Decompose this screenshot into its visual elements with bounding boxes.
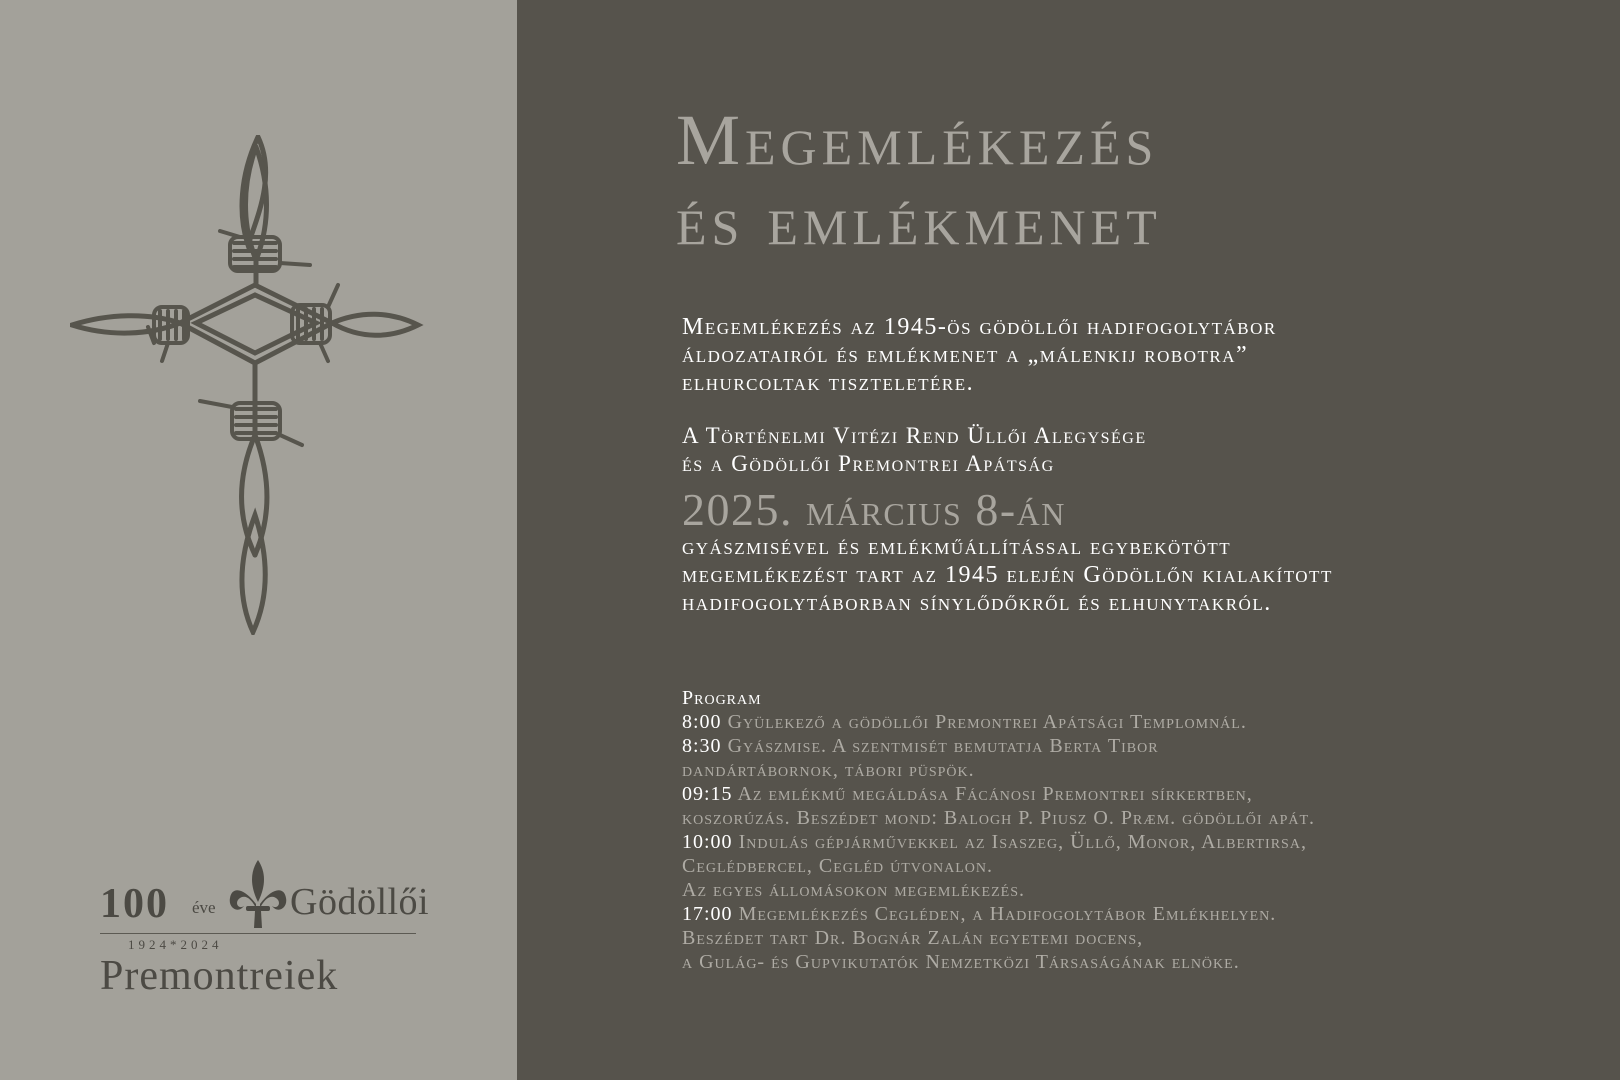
program-time: 17:00 [682,903,733,925]
description-line: megemlékezést tart az 1945 elején Gödöllőn kialakított [682,562,1333,588]
logo-divider [100,933,416,934]
program-text: Ceglédbercel, Cegléd útvonalon. [682,855,993,877]
intro-line: áldozatairól és emlékmenet a „málenkij robotra” [682,342,1249,368]
program-text: Beszédet tart Dr. Bognár Zalán egyetemi docens, [682,927,1144,949]
program-text: a Gulág- és Gupvikutatók Nemzetközi Társaságának elnöke. [682,951,1240,973]
program-line [682,830,1612,854]
organizer-line: A Történelmi Vitézi Rend Üllői Alegysége [682,423,1147,448]
left-panel [0,0,517,1080]
program-heading: Program [682,687,762,709]
fleur-de-lis-icon [228,858,288,930]
description-line: hadifogolytáborban sínylődőkről és elhunytakról. [682,590,1272,616]
title-line-1: Megemlékezés [676,100,1159,180]
program-line [682,758,1612,782]
logo-years: 1924*2024 [128,937,223,952]
program-text: koszorúzás. Beszédet mond: Balogh P. Piusz O. Præm. gödöllői apát. [682,807,1316,829]
logo-name: Premontreiek [100,953,339,999]
program-line [682,902,1612,926]
program-line [682,806,1612,830]
organizer-line: és a Gödöllői Premontrei Apátság [682,451,1055,476]
program-line [682,854,1612,878]
intro-line: elhurcoltak tiszteletére. [682,370,975,396]
program-section [682,686,1612,974]
intro-line: Megemlékezés az 1945-ös gödöllői hadifogolytábor [682,314,1277,340]
page-title [676,100,1162,260]
logo-number: 100 [100,881,169,927]
logo-eve: éve [192,898,216,917]
program-text: Gyülekező a gödöllői Premontrei Apátsági Templomnál. [727,711,1247,733]
program-line [682,950,1612,974]
program-time: 09:15 [682,783,733,805]
program-time: 8:30 [682,735,722,757]
program-text: Az emlékmű megáldása Fácánosi Premontrei sírkertben, [737,783,1253,805]
description-line: gyászmisével és emlékműállítással egybekötött [682,534,1232,560]
title-line-2: és emlékmenet [676,180,1162,260]
program-text: Gyászmise. A szentmisét bemutatja Berta Tibor [727,735,1159,757]
program-text: dandártábornok, tábori püspök. [682,759,975,781]
program-line [682,878,1612,902]
barbed-wire-cross-icon [70,135,440,635]
logo-city: Gödöllői [290,881,430,923]
program-line [682,926,1612,950]
program-text: Indulás gépjárművekkel az Isaszeg, Üllő, Monor, Albertirsa, [738,831,1307,853]
description-paragraph [682,533,1333,617]
intro-paragraph [682,313,1277,397]
centenary-logo [100,858,430,1008]
event-date: 2025. március 8-án [682,484,1066,535]
program-text: Az egyes állomásokon megemlékezés. [682,879,1025,901]
program-time: 8:00 [682,711,722,733]
program-line [682,782,1612,806]
organizers-paragraph [682,422,1147,478]
program-line [682,734,1612,758]
program-text: Megemlékezés Cegléden, a Hadifogolytábor Emlékhelyen. [738,903,1277,925]
program-line [682,710,1612,734]
program-time: 10:00 [682,831,733,853]
